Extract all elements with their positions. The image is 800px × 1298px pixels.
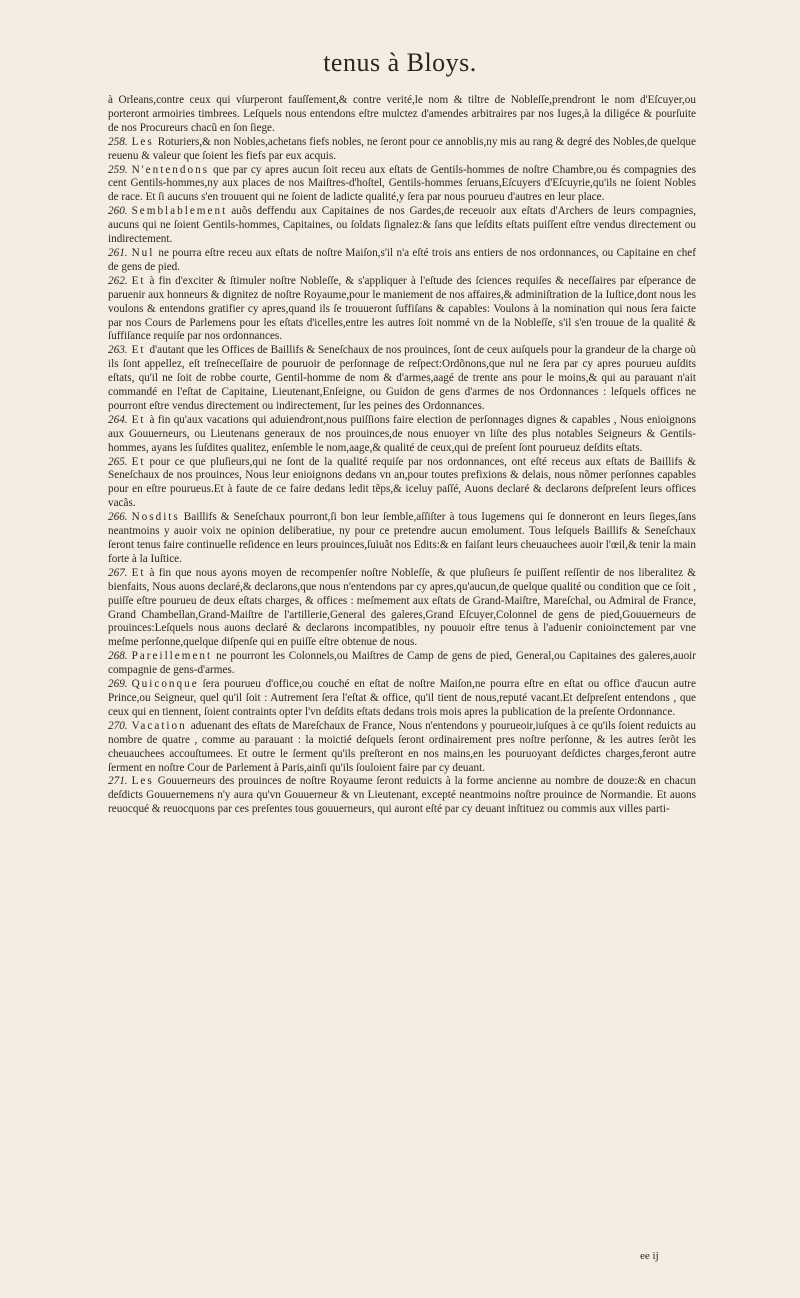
paragraph: 270. Vacation aduenant des eſtats de Mareſchaux de France, Nous n'entendons y pourueoir,iuſques à ce qu'ils ſoient reduicts au nombre de quatre , comme au parauant : la moictié deſquels ſeront ordinairement pres noſtre perſonne, & les autres ſerõt les cheuauchees accouſtumees. Et outre le ſerment qu'ils preſteront en nos mains,en les pouruoyant deſdictes charges,feront autre ſerment en noſtre Cour de Parlement à Paris,ainſi qu'ils ſouloient faire par cy deuant. — [108, 719, 696, 774]
paragraph: 265. Et pour ce que pluſieurs,qui ne ſont de la qualité requiſe par nos ordonnances, ont eſté receus aux eſtats de Baillifs & Seneſchaux de nos prouinces, Nous leur enioignons dedans vn an,pour toutes prefixions & delais, nous nõmer perſonnes capables pour en eſtre pourueus.Et à faute de ce faire dedans ledit tẽps,& iceluy paſſé, Auons declaré & declarons deſpreſent leurs offices vacãs. — [108, 455, 696, 510]
article-number: 269. — [108, 678, 128, 691]
article-lead: Et — [131, 413, 146, 426]
article-lead: Et — [131, 344, 146, 357]
article-lead: Quiconque — [131, 678, 199, 691]
article-number: 262. — [108, 274, 128, 287]
article-lead: Nul — [131, 246, 155, 259]
article-number: 258. — [108, 135, 128, 148]
article-lead: Vacation — [131, 719, 187, 732]
paragraph: 268. Pareillement ne pourront les Colonnels,ou Maiſtres de Camp de gens de pied, General,ou Capitaines des galeres,auoir compagnie de gens-d'armes. — [108, 650, 696, 677]
paragraph: 267. Et à fin que nous ayons moyen de recompenſer noſtre Nobleſſe, & que pluſieurs ſe puiſſent reſſentir de nos liberalitez & bienfaits, Nous auons declaré,& declarons,que nous n'entendons par cy apres,qu'aucun,de quelque qualité ou condition que ce ſoit , puiſſe eſtre pourueu de deux eſtats charges, & offices : meſmement aux eſtats de Grand-Maiſtre, Mareſchal, ou Admiral de France, Grand Chambellan,Grand-Maiſtre de l'artillerie,General des galeres,Grand Eſcuyer,Colonnel de gens de pied,Gouuerneurs de prouinces:Leſquels nous auons declaré & declarons incompatibles, ny pouuoir eſtre tenus à l'aduenir conioinctement par vne meſme perſonne,quelque diſpenſe qui en puiſſe eſtre obtenue de nous. — [108, 566, 696, 649]
paragraph: 264. Et à fin qu'aux vacations qui aduiendront,nous puiſſions faire election de perſonnages dignes & capables , Nous enioignons aux Gouuerneurs, ou Lieutenans generaux de nos prouinces,de nous enuoyer vn liſte des plus notables Seigneurs & Gentils-hommes, ayans les ſuſdites qualitez, enſemble le nom,aage,& qualité de ceux,qui de preſent ſont pourueuz deſdits eſtats. — [108, 413, 696, 454]
paragraph: 271. Les Gouuerneurs des prouinces de noſtre Royaume ſeront reduicts à la forme ancienne au nombre de douze:& en chacun deſdicts Gouuernemens n'y aura qu'vn Gouuerneur & vn Lieutenant, excepté neantmoins noſtre prouince de Normandie. Et auons reuocqué & reuocquons par ces preſentes tous gouuerneurs, qui auront eſté par cy deuant inſtituez ou commis aux villes parti- — [108, 775, 696, 816]
paragraph: 260. Semblablement auõs deffendu aux Capitaines de nos Gardes,de receuoir aux eſtats d'Archers de leurs compagnies, aucuns qui ne ſoient Gentils-hommes, Capitaines, ou ſoldats ſignalez:& ſans que leſdits eſtats puiſſent eſtre vendus directement ou indirectement. — [108, 205, 696, 246]
article-number: 263. — [108, 344, 128, 357]
article-number: 264. — [108, 413, 128, 426]
paragraph: 263. Et d'autant que les Offices de Baillifs & Seneſchaux de nos prouinces, ſont de ceux auſquels pour la grandeur de la charge où ils ſont appellez, eſt treſneceſſaire de pouruoir de perſonnage de reſpect:Ordõnons,que nul ne ſera par cy apres pourueu auſdits eſtats, qu'il ne ſoit de robbe courte, Gentil-homme de nom & d'armes,aagé de trente ans pour le moins,& qui au parauant n'ait commandé en l'eſtat de Capitaine, Lieutenant,Enſeigne, ou Guidon de gens d'armes de nos Ordonnances : leſquels offices ne pourront eſtre vendus directement ou indirectement, ſur les peines des Ordonnances. — [108, 344, 696, 412]
paragraph: 266. Nosdits Baillifs & Seneſchaux pourront,ſi bon leur ſemble,aſſiſter à tous Iugemens qui ſe donneront en leurs ſieges,ſans neantmoins y auoir voix ne opinion deliberatiue, ny pour ce pretendre aucun emolument. Tous leſquels Baillifs & Seneſchaux ſeront tenus faire continuelle reſidence en leurs prouinces,ſuiuãt nos Edits:& en faiſant leurs cheuauchees auoir l'œil,& tenir la main forte à la Iuſtice. — [108, 511, 696, 565]
article-number: 261. — [108, 246, 128, 259]
article-number: 266. — [108, 511, 128, 524]
article-number: 270. — [108, 719, 128, 732]
catchword: ee ij — [640, 1250, 659, 1262]
article-lead: Et — [131, 455, 146, 468]
paragraph: 261. Nul ne pourra eſtre receu aux eſtats de noſtre Maiſon,s'il n'a eſté trois ans entiers de nos ordonnances, ou Capitaine en chef de gens de pied. — [108, 246, 696, 273]
paragraph: à Orleans,contre ceux qui vſurperont fauſſement,& contre verité,le nom & tiltre de Nobleſſe,prendront le nom d'Eſcuyer,ou porteront armoiries timbrees. Leſquels nous entendons eſtre mulctez d'amendes arbitraires par nos Iuges,à la diligéce & pourſuite de nos Procureurs chacũ en ſon ſiege. — [108, 94, 696, 134]
article-number: 268. — [108, 650, 128, 663]
paragraph: 269. Quiconque ſera pourueu d'office,ou couché en eſtat de noſtre Maiſon,ne pourra eſtre en eſtat ou office d'aucun autre Prince,ou Seigneur, quel qu'il ſoit : Autrement ſera l'eſtat & office, qu'il tient de nous,reputé vacant.Et deſpreſent entendons , que ceux qui en tiennent, ſoient contraints opter l'vn deſdits eſtats dedans trois mois apres la publication de la preſente Ordonnance. — [108, 678, 696, 718]
article-lead: Pareillement — [131, 650, 213, 663]
article-lead: Les — [131, 135, 154, 148]
article-number: 265. — [108, 455, 128, 468]
article-number: 267. — [108, 566, 128, 579]
article-number: 259. — [108, 163, 128, 176]
article-lead: N'entendons — [131, 163, 210, 176]
body-text — [108, 94, 696, 817]
article-number: 271. — [108, 775, 128, 788]
article-lead: Les — [131, 775, 154, 788]
article-number: 260. — [108, 205, 128, 218]
paragraph: 258. Les Roturiers,& non Nobles,achetans fiefs nobles, ne ſeront pour ce annoblis,ny mis au rang & degré des Nobles,de quelque reuenu & valeur que ſoient les fiefs par eux acquis. — [108, 135, 696, 162]
paragraph: 262. Et à fin d'exciter & ſtimuler noſtre Nobleſſe, & s'appliquer à l'eſtude des ſciences requiſes & neceſſaires par eſperance de paruenir aux honneurs & dignitez de noſtre Royaume,pour le maniement de nos affaires,& adminiſtration de la Iuſtice,dont nous les voulons & entendons gratifier cy apres,quand ils ſe trouueront ſuffiſans & capables: Voulons à la nomination qui nous ſera faicte par nos Cours de Parlemens pour les eſtats d'icelles,entre les autres ſoit nommé vn de la Nobleſſe, s'il s'en trouue de la qualité & ſuffiſance requiſe par nos ordonnances. — [108, 274, 696, 343]
article-lead: Nosdits — [131, 511, 180, 524]
article-lead: Semblablement — [131, 205, 228, 218]
paragraph: 259. N'entendons que par cy apres aucun ſoit receu aux eſtats de Gentils-hommes de noſtre Chambre,ou és compagnies des cent Gentils-hommes,ny aux places de nos Maiſtres-d'hoſtel, Gentils-hommes ſeruans,Eſcuyers d'Eſcuyrie,qu'ils ne ſoient Nobles de race. Et ſi aucuns s'en trouuent qui ne ſoient de ladicte qualité,y ſera par nous pourueu d'autres en leur place. — [108, 163, 696, 204]
article-lead: Et — [131, 566, 146, 579]
article-lead: Et — [131, 274, 146, 287]
running-head: tenus à Bloys. — [323, 48, 477, 77]
